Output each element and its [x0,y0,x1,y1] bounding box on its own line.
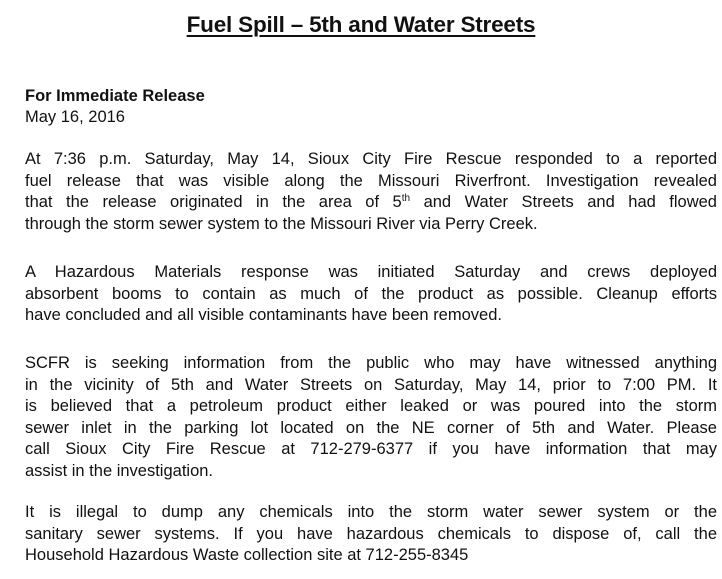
paragraph-line: SCFR is seeking information from the public who may have witnessed anything [25,354,717,372]
paragraph-incident [25,149,717,235]
paragraph-line: call Sioux City Fire Rescue at 712-279-6377 if you have information that may [25,440,717,459]
paragraph-information-request [25,353,717,483]
line-text: and Water Streets and had flowed [410,193,717,212]
paragraph-line: At 7:36 p.m. Saturday, May 14, Sioux City Fire Rescue responded to a reported [25,150,717,168]
paragraph-response [25,262,717,327]
paragraph-line: assist in the investigation. [25,461,214,480]
paragraph-line: sewer inlet in the parking lot located on the NE corner of 5th and Water. Please [25,418,717,437]
paragraph-line: is believed that a petroleum product either leaked or was poured into the storm [25,397,717,416]
paragraph-line: sanitary sewer systems. If you have hazardous chemicals to dispose of, call the [25,524,717,543]
release-label: For Immediate Release [25,87,205,105]
paragraph-line: through the storm sewer system to the Missouri River via Perry Creek. [25,214,538,233]
paragraph-line: in the vicinity of 5th and Water Streets on Saturday, May 14, prior to 7:00 PM. It [25,375,717,394]
ordinal-suffix: th [401,193,411,205]
paragraph-line: Household Hazardous Waste collection site at 712-255-8345 [25,546,469,565]
paragraph-line: have concluded and all visible contaminants have been removed. [25,306,502,325]
paragraph-line: absorbent booms to contain as much of the product as possible. Cleanup efforts [25,284,717,303]
paragraph-line: It is illegal to dump any chemicals into the storm water sewer system or the [25,503,717,521]
release-date: May 16, 2016 [25,108,125,126]
paragraph-line: fuel release that was visible along the Missouri Riverfront. Investigation revealed [25,171,717,190]
paragraph-line [25,192,717,214]
paragraph-line: A Hazardous Materials response was initiated Saturday and crews deployed [25,263,717,281]
document-title: Fuel Spill – 5th and Water Streets [186,12,536,37]
paragraph-disposal-notice [25,502,717,567]
line-text: that the release originated in the area of 5 [25,193,402,212]
